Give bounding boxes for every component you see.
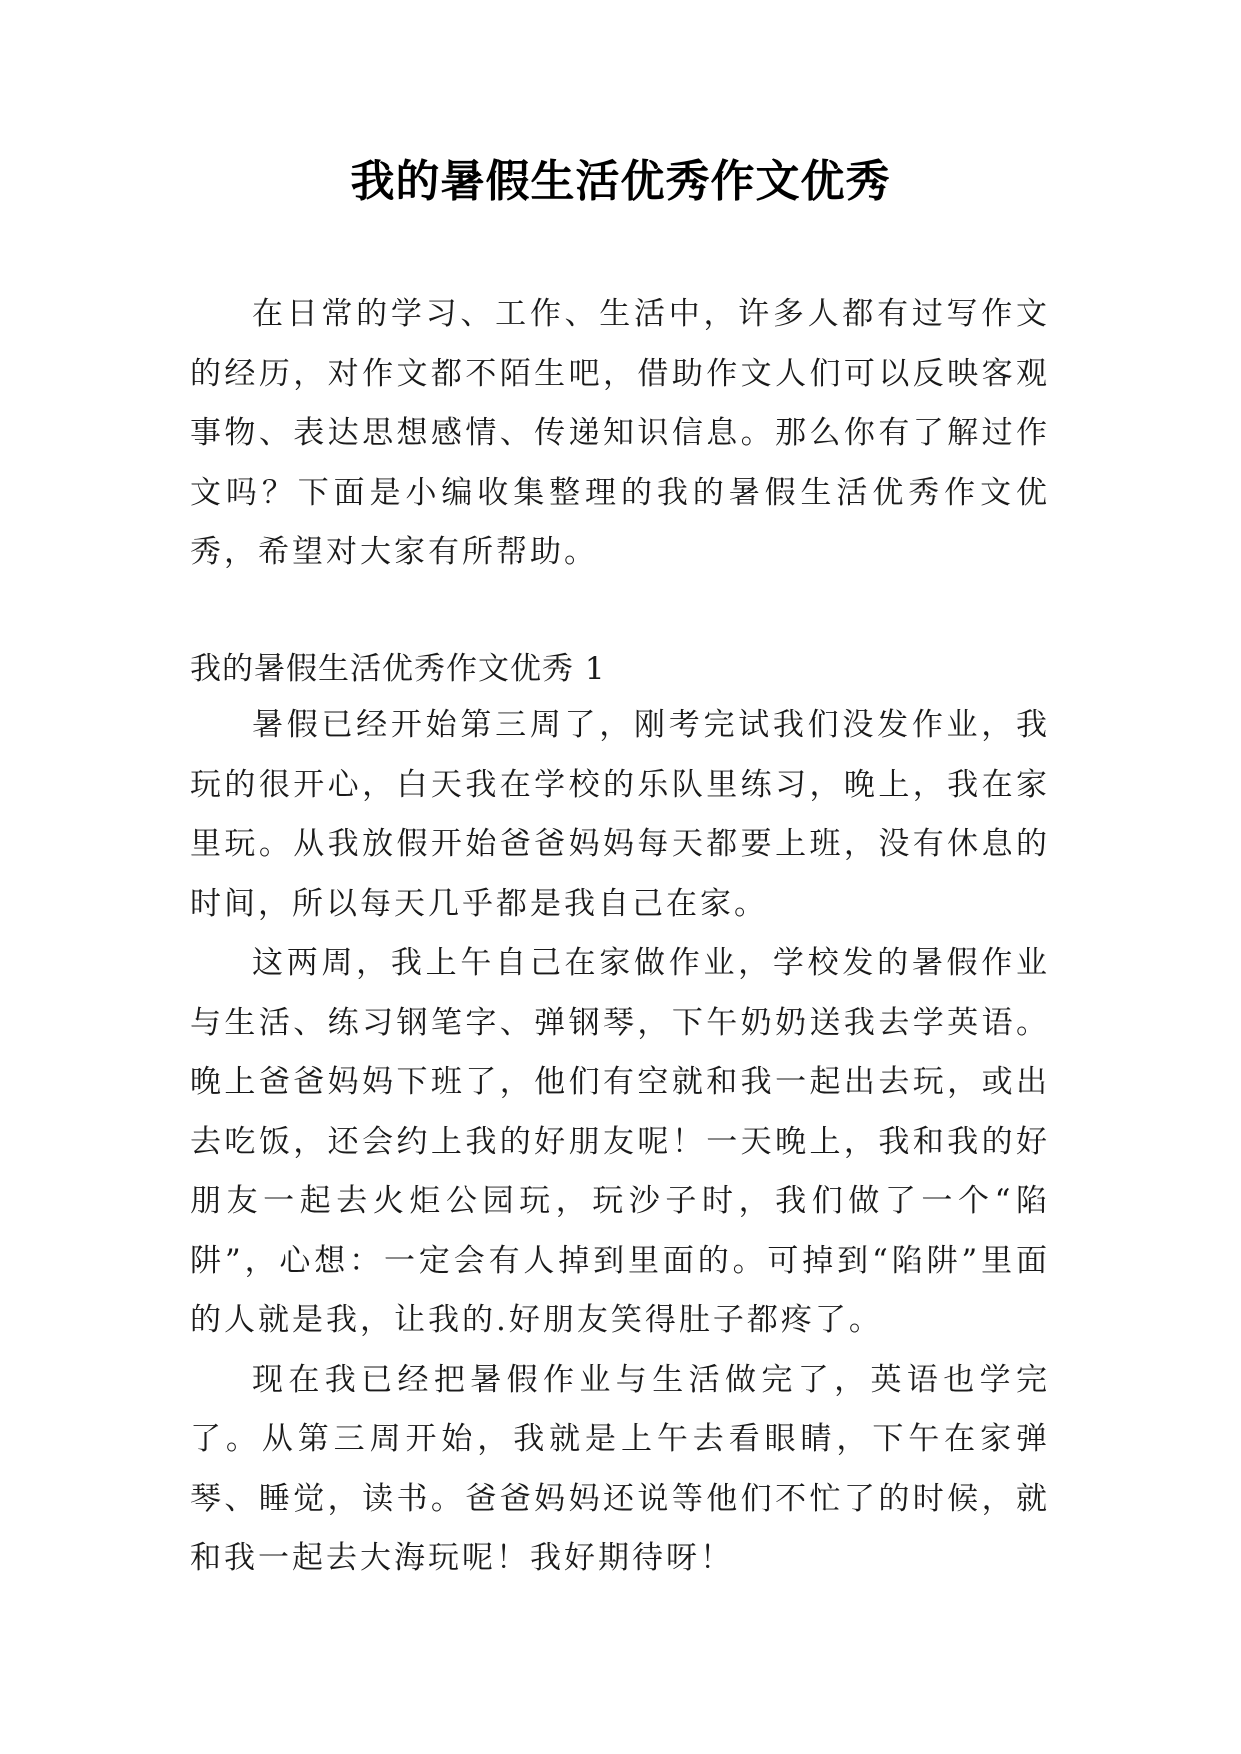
essay-body	[190, 696, 1050, 1589]
essay-paragraph-2: 这两周，我上午自己在家做作业，学校发的暑假作业与生活、练习钢笔字、弹钢琴，下午奶奶送我去学英语。晚上爸爸妈妈下班了，他们有空就和我一起出去玩，或出去吃饭，还会约上我的好朋友呢！一天晚上，我和我的好朋友一起去火炬公园玩，玩沙子时，我们做了一个“陷阱”，心想：一定会有人掉到里面的。可掉到“陷阱”里面的人就是我，让我的.好朋友笑得肚子都疼了。	[190, 945, 1050, 1338]
essay-heading: 我的暑假生活优秀作文优秀 1	[190, 651, 606, 687]
intro-paragraph: 在日常的学习、工作、生活中，许多人都有过写作文的经历，对作文都不陌生吧，借助作文人们可以反映客观事物、表达思想感情、传递知识信息。那么你有了解过作文吗？下面是小编收集整理的我的暑假生活优秀作文优秀，希望对大家有所帮助。	[190, 296, 1050, 570]
essay-paragraph-3: 现在我已经把暑假作业与生活做完了，英语也学完了。从第三周开始，我就是上午去看眼睛，下午在家弹琴、睡觉，读书。爸爸妈妈还说等他们不忙了的时候，就和我一起去大海玩呢！我好期待呀！	[190, 1361, 1050, 1576]
document-title: 我的暑假生活优秀作文优秀	[350, 156, 891, 207]
essay-paragraph-1: 暑假已经开始第三周了，刚考完试我们没发作业，我玩的很开心，白天我在学校的乐队里练习，晚上，我在家里玩。从我放假开始爸爸妈妈每天都要上班，没有休息的时间，所以每天几乎都是我自己在家。	[190, 707, 1050, 922]
intro-section	[190, 285, 1050, 583]
